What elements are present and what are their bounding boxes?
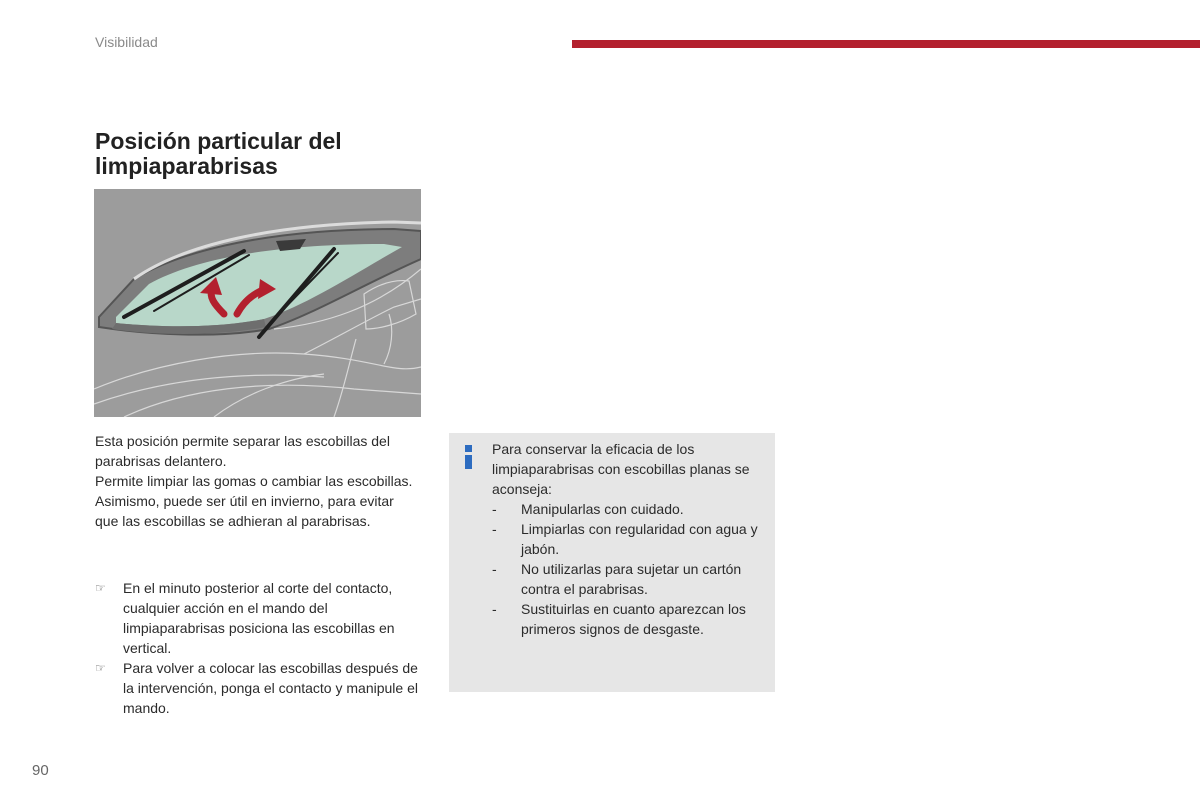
intro-paragraph: Permite limpiar las gomas o cambiar las escobillas. Asimismo, puede ser útil en invierno, para evitar que las escobillas se adhieran al parabrisas.: [95, 473, 413, 529]
info-item-text: Sustituirlas en cuanto aparezcan los primeros signos de desgaste.: [521, 601, 746, 637]
instruction-text: Para volver a colocar las escobillas después de la intervención, ponga el contacto y manipule el mando.: [123, 660, 418, 716]
info-item-text: Manipularlas con cuidado.: [521, 501, 684, 517]
instruction-item: [95, 578, 425, 658]
intro-paragraph: Esta posición permite separar las escobillas del parabrisas delantero.: [95, 433, 390, 469]
info-list-item: - No utilizarlas para sujetar un cartón contra el parabrisas.: [492, 561, 742, 597]
instruction-item: [95, 658, 425, 718]
page-title: Posición particular del limpiaparabrisas: [95, 128, 342, 179]
section-accent-bar: [572, 40, 1200, 48]
info-item-text: Limpiarlas con regularidad con agua y jabón.: [521, 521, 758, 557]
info-item-text: No utilizarlas para sujetar un cartón contra el parabrisas.: [521, 561, 742, 597]
instruction-text: En el minuto posterior al corte del contacto, cualquier acción en el mando del limpiaparabrisas posiciona las escobillas en vertical.: [123, 580, 395, 656]
hand-pointer-icon: ☞: [95, 661, 106, 675]
info-intro: Para conservar la eficacia de los limpiaparabrisas con escobillas planas se aconseja:: [492, 441, 750, 497]
intro-text: [95, 431, 415, 531]
info-icon: [463, 443, 475, 467]
info-list-item: - Limpiarlas con regularidad con agua y jabón.: [492, 521, 758, 557]
info-box: [449, 433, 775, 692]
info-list: [492, 499, 767, 639]
hand-pointer-icon: ☞: [95, 581, 106, 595]
page-number: 90: [32, 762, 49, 779]
windscreen-wiper-illustration: [94, 189, 421, 417]
info-list-item: - Sustituirlas en cuanto aparezcan los primeros signos de desgaste.: [492, 601, 746, 637]
section-label: Visibilidad: [95, 34, 158, 50]
info-list-item: - Manipularlas con cuidado.: [492, 501, 684, 517]
instruction-list: [95, 578, 425, 718]
